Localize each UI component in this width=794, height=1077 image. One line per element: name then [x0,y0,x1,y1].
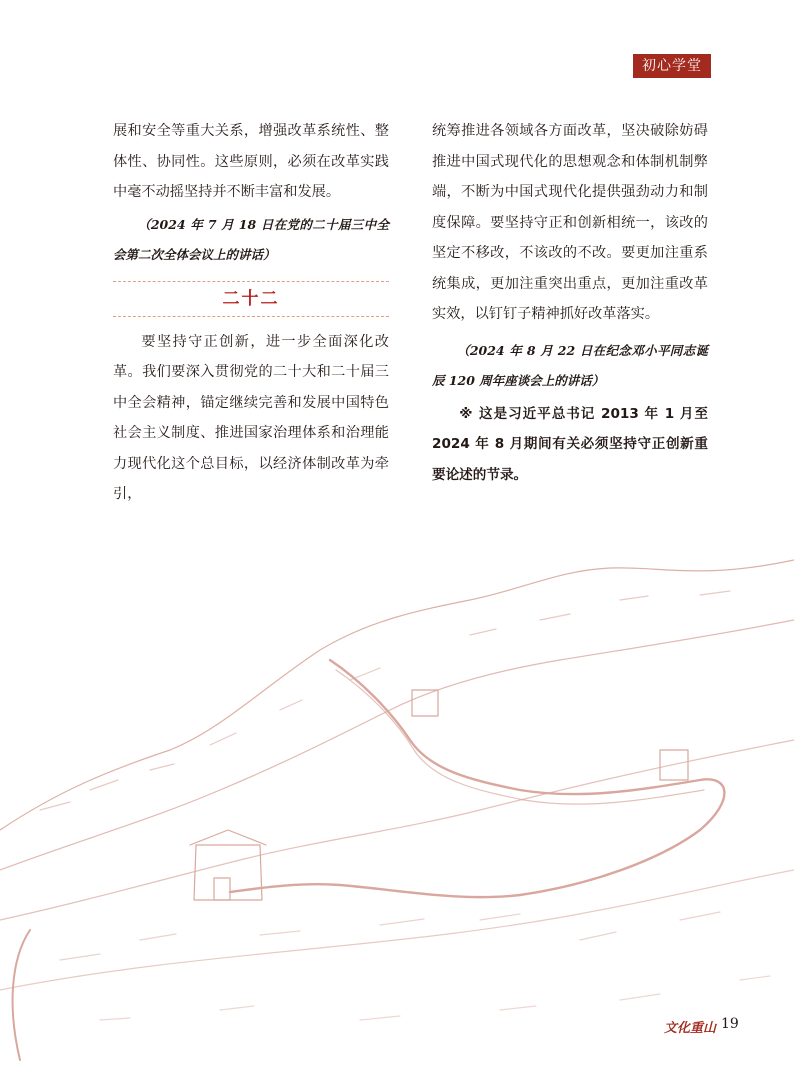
section-heading-block [113,281,389,317]
section-heading: 二十二 [222,288,280,309]
editor-note: ※ 这是习近平总书记 2013 年 1 月至 2024 年 8 月期间有关必须坚持守正创新重要论述的节录。 [432,405,708,483]
paragraph-continued: 统筹推进各领域各方面改革，坚决破除妨碍推进中国式现代化的思想观念和体制机制弊端，不断为中国式现代化提供强劲动力和制度保障。要坚持守正和创新相统一，该改的坚定不移改，不该改的不改。要更加注重系统集成，更加注重突出重点，更加注重改革实效，以钉钉子精神抓好改革落实。 [432,123,708,322]
column-tag: 初心学堂 [633,54,711,78]
left-column [113,116,389,510]
paragraph-continued: 展和安全等重大关系，增强改革系统性、整体性、协同性。这些原则，必须在改革实践中毫不动摇坚持并不断丰富和发展。 [113,123,389,200]
source-citation: （2024 年 8 月 22 日在纪念邓小平同志诞辰 120 周年座谈会上的讲话） [432,342,708,388]
magazine-brand: 文化重山 [664,1021,717,1036]
paragraph-body: 要坚持守正创新，进一步全面深化改革。我们要深入贯彻党的二十大和二十届三中全会精神，锚定继续完善和发展中国特色社会主义制度、推进国家治理体系和治理能力现代化这个总目标，以经济体制改革为牵引， [113,333,389,502]
source-citation: （2024 年 7 月 18 日在党的二十届三中全会第二次全体会议上的讲话） [113,216,389,262]
divider-bottom [113,316,389,317]
page-number: 19 [721,1016,739,1032]
right-column [432,116,708,490]
great-wall-sketch-icon [0,540,794,1077]
